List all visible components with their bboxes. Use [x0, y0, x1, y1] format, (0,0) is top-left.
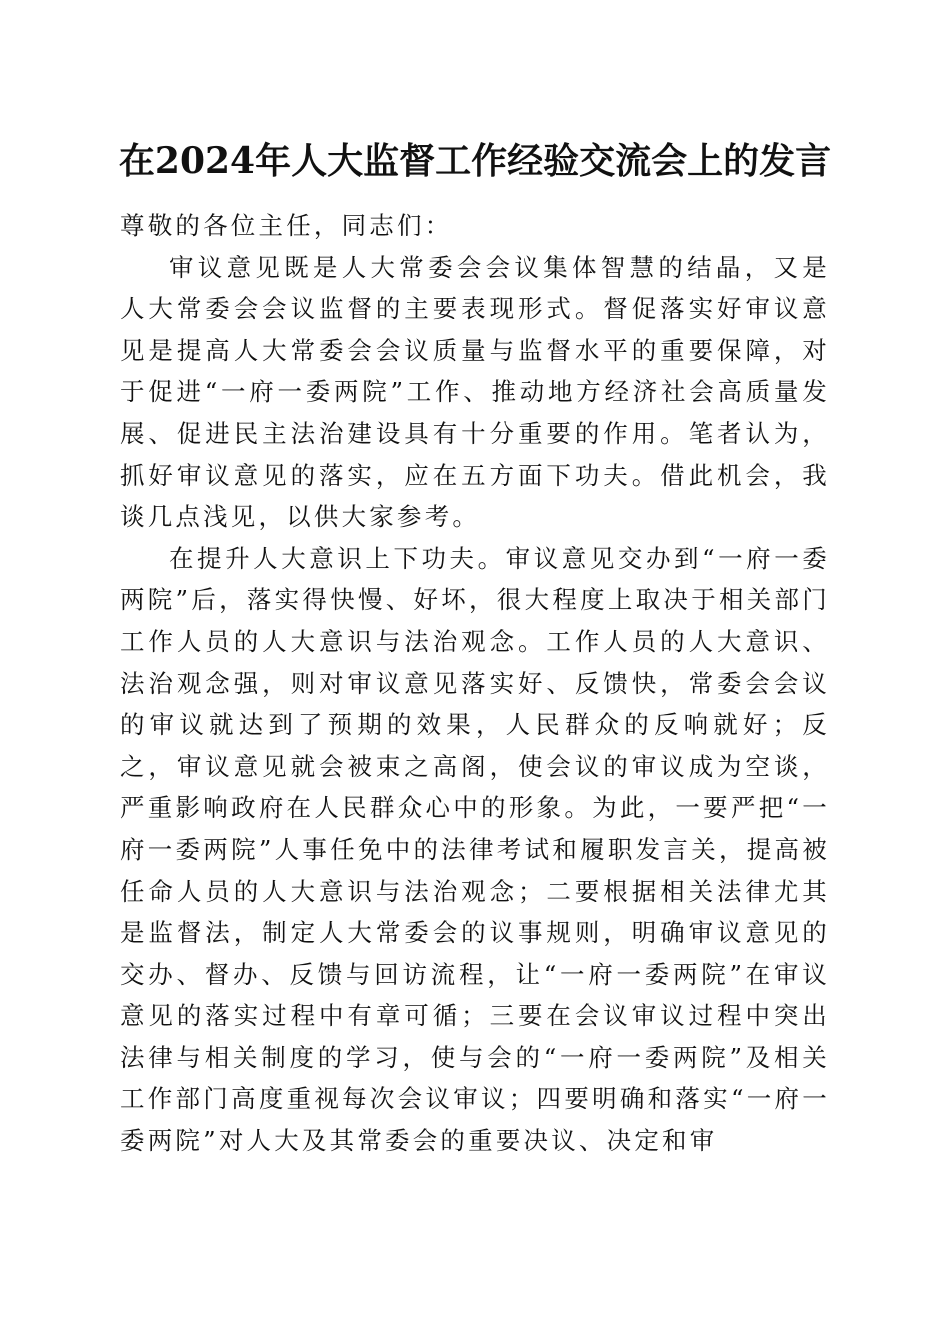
paragraph-awareness: 在提升人大意识上下功夫。审议意见交办到“一府一委两院”后，落实得快慢、好坏，很大程度上取决于相关部门工作人员的人大意识与法治观念。工作人员的人大意识、法治观念强，则对审议意见落实好、反馈快，常委会会议的审议就达到了预期的效果，人民群众的反响就好；反之，审议意见就会被束之高阁，使会议的审议成为空谈，严重影响政府在人民群众心中的形象。为此，一要严把“一府一委两院”人事任免中的法律考试和履职发言关，提高被任命人员的人大意识与法治观念；二要根据相关法律尤其是监督法，制定人大常委会的议事规则，明确审议意见的交办、督办、反馈与回访流程，让“一府一委两院”在审议意见的落实过程中有章可循；三要在会议审议过程中突出法律与相关制度的学习，使与会的“一府一委两院”及相关工作部门高度重视每次会议审议；四要明确和落实“一府一委两院”对人大及其常委会的重要决议、决定和审: [120, 543, 830, 1156]
document-title: 在2024年人大监督工作经验交流会上的发言: [118, 140, 832, 182]
salutation: 尊敬的各位主任，同志们：: [120, 211, 453, 240]
paragraph-intro: 审议意见既是人大常委会会议集体智慧的结晶，又是人大常委会会议监督的主要表现形式。督促落实好审议意见是提高人大常委会会议质量与监督水平的重要保障，对于促进“一府一委两院”工作、推动地方经济社会高质量发展、促进民主法治建设具有十分重要的作用。笔者认为，抓好审议意见的落实，应在五方面下功夫。借此机会，我谈几点浅见，以供大家参考。: [120, 252, 830, 532]
document-body: [120, 205, 830, 1162]
